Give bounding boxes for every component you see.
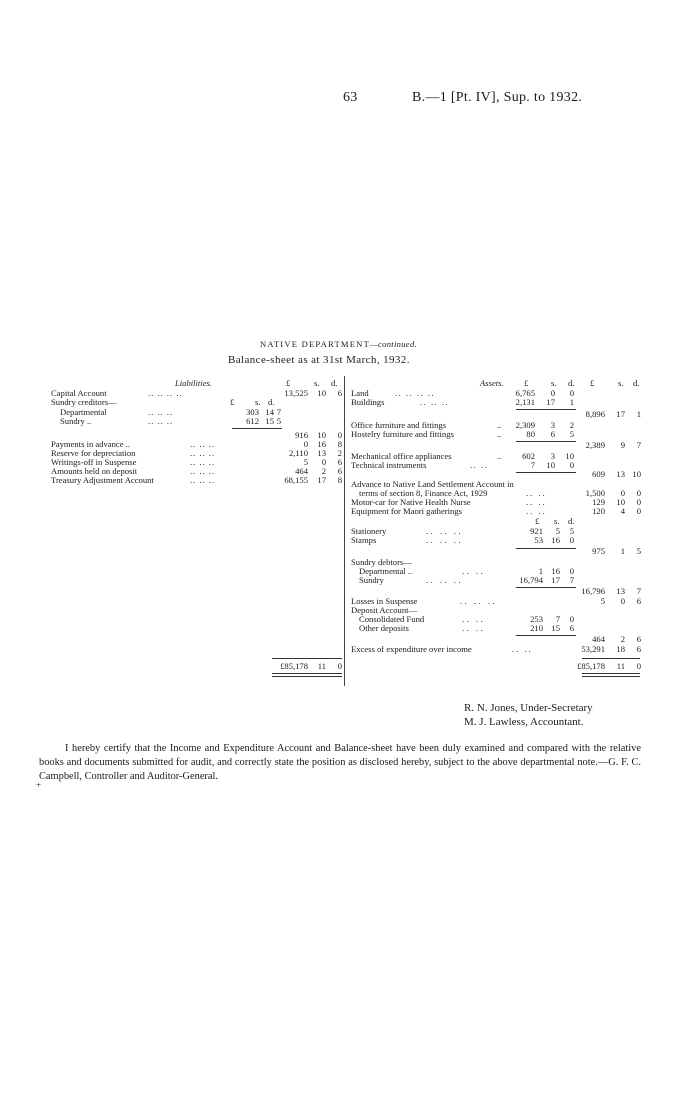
stores-pounds-header: £ [535, 516, 540, 526]
liabilities-pence-header: d. [331, 378, 338, 388]
stamps-dots: .. .. .. [426, 535, 464, 545]
appliances-total-pence: 10 [632, 469, 641, 479]
sundry-shillings: 15 [265, 416, 274, 426]
office-furniture-dots: .. [497, 420, 502, 430]
land-pence: 0 [569, 388, 574, 398]
liabilities-pounds-header: £ [286, 378, 291, 388]
advance-pence: 0 [636, 488, 641, 498]
furniture-total-shillings: 9 [620, 440, 625, 450]
liabilities-total-pence: 0 [337, 661, 342, 671]
mechanical-dots: .. [497, 451, 502, 461]
treasury-label: Treasury Adjustment Account [51, 475, 154, 485]
section-title-continued: —continued. [370, 339, 418, 349]
debtors-sundry-pounds: 16,794 [519, 575, 543, 585]
capital-account-pence: 6 [337, 388, 342, 398]
deposit-account-label: Deposit Account— [351, 605, 418, 615]
excess-pence: 6 [636, 644, 641, 654]
stamps-pence: 0 [569, 535, 574, 545]
consolidated-label: Consolidated Fund [359, 614, 425, 624]
debtors-departmental-pence: 0 [569, 566, 574, 576]
deposit-total-pounds: 464 [592, 634, 605, 644]
consolidated-dots: .. .. [462, 614, 486, 624]
equipment-shillings: 4 [620, 506, 625, 516]
writings-off-pounds: 5 [303, 457, 308, 467]
reserve-pounds: 2,110 [288, 448, 308, 458]
creditors-subtotal-rule [232, 428, 282, 429]
balance-sheet-subtitle: Balance-sheet as at 31st March, 1932. [228, 354, 410, 366]
debtors-sundry-pence: 7 [569, 575, 574, 585]
liabilities-shillings-header: s. [314, 378, 320, 388]
hostelry-furniture-label: Hostelry furniture and fittings [351, 429, 454, 439]
liabilities-total-shillings: 11 [317, 661, 326, 671]
deposits-shillings: 2 [321, 466, 326, 476]
appliances-total-shillings: 13 [616, 469, 625, 479]
debtors-departmental-shillings: 16 [551, 566, 560, 576]
stores-total-pounds: 975 [592, 546, 605, 556]
deposits-pounds: 464 [295, 466, 308, 476]
stationery-label: Stationery [351, 526, 387, 536]
deposit-total-shillings: 2 [620, 634, 625, 644]
assets-shillings-header: s. [551, 378, 557, 388]
assets-pounds-header-2: £ [590, 378, 595, 388]
buildings-dots: .. .. .. [420, 397, 450, 407]
debtors-departmental-dots: .. .. [462, 566, 486, 576]
equipment-pence: 0 [636, 506, 641, 516]
office-furniture-label: Office furniture and fittings [351, 420, 447, 430]
land-buildings-total-pence: 1 [636, 409, 641, 419]
equipment-dots: .. .. [526, 506, 547, 516]
buildings-pence: 1 [569, 397, 574, 407]
creditors-total-pounds: 916 [295, 430, 308, 440]
deposit-total-pence: 6 [636, 634, 641, 644]
assets-total-shillings: 11 [616, 661, 625, 671]
departmental-shillings: 14 [265, 407, 274, 417]
losses-shillings: 0 [620, 596, 625, 606]
furniture-rule [516, 441, 576, 442]
writings-off-dots: .. .. .. [190, 457, 216, 467]
motor-car-shillings: 10 [616, 497, 625, 507]
reserve-pence: 2 [337, 448, 342, 458]
advance-line-2: terms of section 8, Finance Act, 1929 [359, 488, 488, 498]
assets-pence-header: d. [568, 378, 575, 388]
footnote-mark: + [36, 780, 42, 790]
debtors-total-pence: 7 [636, 586, 641, 596]
signature-accountant: M. J. Lawless, Accountant. [464, 716, 584, 728]
assets-heading: Assets. [480, 378, 504, 388]
sundry-creditors-label: Sundry creditors— [51, 397, 117, 407]
hostelry-furniture-pence: 5 [569, 429, 574, 439]
other-deposits-shillings: 15 [551, 623, 560, 633]
technical-shillings: 10 [546, 460, 555, 470]
document-reference: B.—1 [Pt. IV], Sup. to 1932. [412, 90, 583, 105]
debtors-total-shillings: 13 [616, 586, 625, 596]
liabilities-total-pounds: £85,178 [280, 661, 308, 671]
treasury-pounds: 68,155 [284, 475, 308, 485]
stores-total-shillings: 1 [620, 546, 625, 556]
signature-under-secretary: R. N. Jones, Under-Secretary [464, 702, 593, 714]
treasury-pence: 8 [337, 475, 342, 485]
creditors-total-pence: 0 [337, 430, 342, 440]
sundry-debtors-label: Sundry debtors— [351, 557, 412, 567]
debtors-total-pounds: 16,796 [581, 586, 605, 596]
stationery-pence: 5 [569, 526, 574, 536]
debtors-rule [516, 587, 576, 588]
equipment-pounds: 120 [592, 506, 605, 516]
debtors-sundry-dots: .. .. .. [426, 575, 464, 585]
capital-account-label: Capital Account [51, 388, 107, 398]
mechanical-shillings: 3 [550, 451, 555, 461]
assets-total-pounds: £85,178 [577, 661, 605, 671]
treasury-shillings: 17 [317, 475, 326, 485]
land-label: Land [351, 388, 369, 398]
sundry-dots: .. .. .. [148, 416, 174, 426]
payments-advance-pounds: 0 [303, 439, 308, 449]
reserve-shillings: 13 [317, 448, 326, 458]
furniture-total-pence: 7 [636, 440, 641, 450]
advance-line-1: Advance to Native Land Settlement Account in [351, 479, 514, 489]
motor-car-dots: .. .. [526, 497, 547, 507]
land-pounds: 6,765 [515, 388, 535, 398]
liabilities-total-rule-1 [272, 673, 342, 674]
motor-car-pence: 0 [636, 497, 641, 507]
consolidated-pounds: 253 [530, 614, 543, 624]
liabilities-total-top-rule [272, 658, 342, 659]
stores-rule [516, 548, 576, 549]
motor-car-label: Motor-car for Native Health Nurse [351, 497, 471, 507]
stamps-pounds: 53 [534, 535, 543, 545]
land-buildings-rule [516, 409, 576, 410]
excess-dots: .. .. [512, 644, 533, 654]
office-furniture-pounds: 2,309 [515, 420, 535, 430]
other-deposits-label: Other deposits [359, 623, 409, 633]
creditors-pounds-header: £ [230, 397, 235, 407]
assets-total-pence: 0 [636, 661, 641, 671]
stationery-pounds: 921 [530, 526, 543, 536]
mechanical-pounds: 602 [522, 451, 535, 461]
mechanical-pence: 10 [565, 451, 574, 461]
stamps-shillings: 16 [551, 535, 560, 545]
capital-account-shillings: 10 [317, 388, 326, 398]
departmental-label: Departmental [60, 407, 107, 417]
payments-advance-shillings: 16 [317, 439, 326, 449]
equipment-label: Equipment for Maori gatherings [351, 506, 462, 516]
land-buildings-total-pounds: 8,896 [585, 409, 605, 419]
stores-pence-header: d. [568, 516, 575, 526]
capital-account-pounds: 13,525 [284, 388, 308, 398]
appliances-rule [516, 472, 576, 473]
reserve-dots: .. .. .. [190, 448, 216, 458]
motor-car-pounds: 129 [592, 497, 605, 507]
consolidated-pence: 0 [569, 614, 574, 624]
stores-total-pence: 5 [636, 546, 641, 556]
losses-pounds: 5 [600, 596, 605, 606]
assets-total-rule-1 [582, 673, 640, 674]
assets-shillings-header-2: s. [618, 378, 624, 388]
payments-advance-pence: 8 [337, 439, 342, 449]
technical-pence: 0 [569, 460, 574, 470]
treasury-dots: .. .. .. [190, 475, 216, 485]
assets-pence-header-2: d. [633, 378, 640, 388]
stationery-shillings: 5 [555, 526, 560, 536]
capital-account-dots: .. .. .. .. [148, 388, 183, 398]
land-buildings-total-shillings: 17 [616, 409, 625, 419]
liabilities-total-rule-2 [272, 676, 342, 677]
other-deposits-pounds: 210 [530, 623, 543, 633]
debtors-departmental-pounds: 1 [538, 566, 543, 576]
technical-pounds: 7 [530, 460, 535, 470]
technical-dots: .. .. [470, 460, 489, 470]
deposit-rule [516, 635, 576, 636]
creditors-total-shillings: 10 [317, 430, 326, 440]
sundry-pence: 5 [276, 416, 281, 426]
buildings-pounds: 2,131 [515, 397, 535, 407]
furniture-total-pounds: 2,389 [585, 440, 605, 450]
consolidated-shillings: 7 [555, 614, 560, 624]
office-furniture-pence: 2 [569, 420, 574, 430]
deposits-label: Amounts held on deposit [51, 466, 138, 476]
technical-label: Technical instruments [351, 460, 427, 470]
section-title-main: NATIVE DEPARTMENT [260, 339, 371, 349]
departmental-dots: .. .. .. [148, 407, 174, 417]
advance-shillings: 0 [620, 488, 625, 498]
writings-off-pence: 6 [337, 457, 342, 467]
hostelry-furniture-pounds: 80 [526, 429, 535, 439]
stationery-dots: .. .. .. [426, 526, 464, 536]
departmental-pounds: 303 [246, 407, 259, 417]
losses-pence: 6 [636, 596, 641, 606]
land-shillings: 0 [550, 388, 555, 398]
buildings-shillings: 17 [546, 397, 555, 407]
payments-advance-dots: .. .. .. [190, 439, 216, 449]
land-dots: .. .. .. .. [395, 388, 436, 398]
excess-pounds: 53,291 [581, 644, 605, 654]
deposits-pence: 6 [337, 466, 342, 476]
page-number: 63 [343, 90, 358, 105]
creditors-shillings-header: s. [255, 397, 261, 407]
assets-pounds-header: £ [524, 378, 529, 388]
payments-advance-label: Payments in advance .. [51, 439, 130, 449]
reserve-label: Reserve for depreciation [51, 448, 136, 458]
advance-dots: .. .. [526, 488, 547, 498]
appliances-total-pounds: 609 [592, 469, 605, 479]
debtors-sundry-shillings: 17 [551, 575, 560, 585]
excess-label: Excess of expenditure over income [351, 644, 472, 654]
departmental-pence: 7 [276, 407, 281, 417]
losses-dots: .. .. .. [460, 596, 498, 606]
hostelry-furniture-dots: .. [497, 429, 502, 439]
sundry-label: Sundry .. [60, 416, 92, 426]
hostelry-furniture-shillings: 6 [550, 429, 555, 439]
assets-total-rule-2 [582, 676, 640, 677]
other-deposits-pence: 6 [569, 623, 574, 633]
debtors-sundry-label: Sundry [359, 575, 384, 585]
writings-off-shillings: 0 [321, 457, 326, 467]
advance-pounds: 1,500 [585, 488, 605, 498]
stamps-label: Stamps [351, 535, 377, 545]
debtors-departmental-label: Departmental .. [359, 566, 413, 576]
stores-shillings-header: s. [554, 516, 560, 526]
office-furniture-shillings: 3 [550, 420, 555, 430]
sundry-pounds: 612 [246, 416, 259, 426]
column-divider [344, 376, 345, 686]
writings-off-label: Writings-off in Suspense [51, 457, 137, 467]
creditors-pence-header: d. [268, 397, 275, 407]
other-deposits-dots: .. .. [462, 623, 486, 633]
mechanical-label: Mechanical office appliances [351, 451, 452, 461]
audit-certificate: I hereby certify that the Income and Expenditure Account and Balance-sheet have been duly examined and compared with the relative books and documents submitted for audit, and correctly state the position as disclosed hereby, subject to the above departmental note.—G. F. C. Campbell, Controller and Auditor-General. [39, 743, 641, 783]
buildings-label: Buildings [351, 397, 385, 407]
losses-label: Losses in Suspense [351, 596, 418, 606]
assets-total-top-rule [582, 658, 640, 659]
liabilities-heading: Liabilities. [175, 378, 213, 388]
deposits-dots: .. .. .. [190, 466, 216, 476]
excess-shillings: 18 [616, 644, 625, 654]
